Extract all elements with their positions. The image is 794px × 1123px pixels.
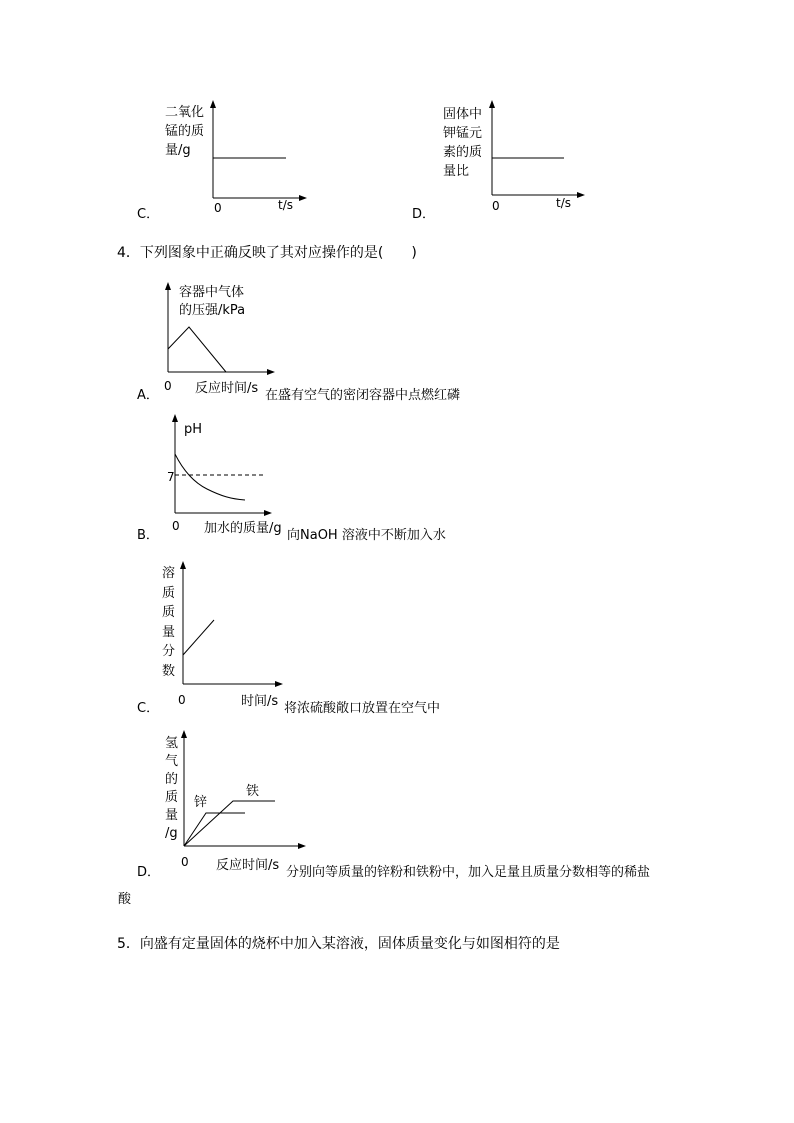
y-label-line: 量/g xyxy=(165,143,191,158)
y-tick-7: 7 xyxy=(167,470,175,484)
option-letter: A． xyxy=(137,388,159,403)
question-4-stem: 4．下列图象中正确反映了其对应操作的是( ) xyxy=(117,245,417,261)
x-axis-arrow xyxy=(577,192,585,198)
y-axis-arrow xyxy=(489,100,495,108)
option-letter: C． xyxy=(137,207,160,222)
origin-label: 0 xyxy=(172,519,180,533)
y-axis-label xyxy=(165,103,204,160)
series-label-iron: 铁 xyxy=(246,784,260,799)
y-axis-label xyxy=(443,105,482,181)
x-axis-label: 反应时间/s xyxy=(216,858,280,873)
y-axis-arrow xyxy=(172,414,178,422)
x-axis-arrow xyxy=(267,369,275,375)
option-letter: B． xyxy=(137,528,159,543)
chart-q4-b xyxy=(165,408,305,518)
y-axis-arrow xyxy=(210,100,216,108)
origin-label: 0 xyxy=(492,199,500,213)
y-label-line: 质 xyxy=(162,585,176,601)
option-caption-continued: 酸 xyxy=(118,892,132,907)
x-axis-label: 加水的质量/g xyxy=(204,521,282,536)
origin-label: 0 xyxy=(164,379,172,393)
option-letter: D． xyxy=(412,207,436,222)
y-label-line: 数 xyxy=(162,663,176,679)
y-label-line: 量比 xyxy=(443,164,470,179)
chart-q3-d xyxy=(478,98,598,208)
x-axis-label: 时间/s xyxy=(241,694,279,709)
option-letter: C． xyxy=(137,701,160,716)
x-axis-label: t/s xyxy=(278,198,293,212)
y-label-line: 气 xyxy=(165,754,179,769)
origin-label: 0 xyxy=(214,201,222,215)
y-label-line: 素的质 xyxy=(443,145,483,160)
y-label-line: 氢 xyxy=(165,736,179,751)
chart-q4-c xyxy=(172,558,312,688)
series-label-zinc: 锌 xyxy=(194,795,208,810)
origin-label: 0 xyxy=(178,693,186,707)
x-axis-label: t/s xyxy=(556,196,571,210)
y-label-line: 固体中 xyxy=(443,107,483,122)
series-curve xyxy=(175,454,245,500)
option-caption: 分别向等质量的锌粉和铁粉中，加入足量且质量分数相等的稀盐 xyxy=(286,865,651,880)
y-label-line: 钾锰元 xyxy=(443,126,483,141)
chart-q4-a xyxy=(156,279,296,379)
y-label-line: 容器中气体 xyxy=(179,285,245,300)
y-label-line: 量 xyxy=(162,624,176,640)
y-label-line: 质 xyxy=(165,790,179,805)
option-caption: 向NaOH 溶液中不断加入水 xyxy=(287,528,446,543)
origin-label: 0 xyxy=(181,855,189,869)
x-axis-arrow xyxy=(299,195,307,201)
x-axis-arrow xyxy=(264,510,272,516)
y-label-line: 分 xyxy=(162,644,176,659)
option-caption: 在盛有空气的密闭容器中点燃红磷 xyxy=(265,388,461,403)
y-label-line: 的 xyxy=(165,772,179,787)
y-axis-arrow xyxy=(180,561,186,569)
y-label-line: 二氧化 xyxy=(165,105,205,120)
series-line xyxy=(183,620,214,655)
option-letter: D． xyxy=(137,865,161,880)
question-5-stem: 5．向盛有定量固体的烧杯中加入某溶液，固体质量变化与如图相符的是 xyxy=(117,936,560,952)
y-axis-arrow xyxy=(165,282,171,290)
x-axis-label: 反应时间/s xyxy=(195,381,259,396)
x-axis-arrow xyxy=(275,681,283,687)
y-label-line: 锰的质 xyxy=(165,124,205,139)
y-axis-label: pH xyxy=(184,422,203,437)
y-label-line: 质 xyxy=(162,605,176,620)
series-line xyxy=(168,327,226,372)
chart-q3-c xyxy=(200,98,320,208)
y-axis-arrow xyxy=(181,730,187,738)
y-label-line: 溶 xyxy=(162,566,176,581)
y-label-line: 的压强/kPa xyxy=(179,303,246,318)
x-axis-arrow xyxy=(298,843,306,849)
option-caption: 将浓硫酸敞口放置在空气中 xyxy=(284,701,441,716)
y-label-line: 量 xyxy=(165,808,179,823)
y-label-line: /g xyxy=(165,826,178,841)
